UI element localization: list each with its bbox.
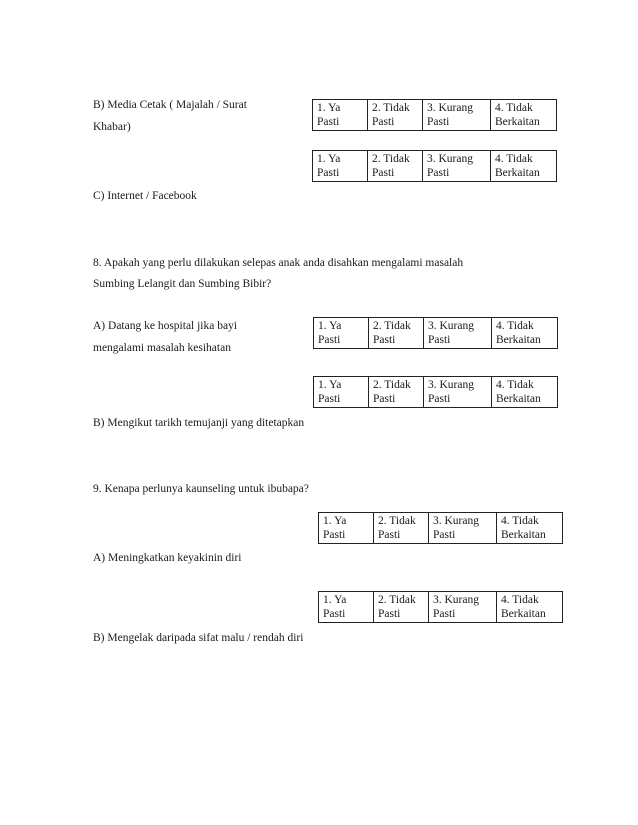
rating-option-tidak-berkaitan[interactable]: 4. Tidak Berkaitan — [491, 151, 557, 182]
q8-question-line1: 8. Apakah yang perlu dilakukan selepas anak anda disahkan mengalami masalah — [93, 257, 464, 269]
q9a-rating-scale — [318, 512, 563, 544]
rating-option-tidak-pasti[interactable]: 2. Tidak Pasti — [369, 377, 424, 408]
q9-option-b: B) Mengelak daripada sifat malu / rendah diri — [93, 632, 304, 644]
q7-option-b-line2: Khabar) — [93, 121, 131, 133]
q8-option-a-line2: mengalami masalah kesihatan — [93, 342, 231, 354]
rating-option-tidak-berkaitan[interactable]: 4. Tidak Berkaitan — [497, 592, 563, 623]
rating-option-ya-pasti[interactable]: 1. Ya Pasti — [319, 513, 374, 544]
q8b-rating-scale — [313, 376, 558, 408]
rating-option-tidak-pasti[interactable]: 2. Tidak Pasti — [374, 592, 429, 623]
rating-option-kurang-pasti[interactable]: 3. Kurang Pasti — [429, 513, 497, 544]
q7-option-b-line1: B) Media Cetak ( Majalah / Surat — [93, 99, 247, 111]
q9b-rating-scale — [318, 591, 563, 623]
rating-option-tidak-pasti[interactable]: 2. Tidak Pasti — [369, 318, 424, 349]
q8-option-a-line1: A) Datang ke hospital jika bayi — [93, 320, 238, 332]
rating-option-ya-pasti[interactable]: 1. Ya Pasti — [314, 377, 369, 408]
rating-option-kurang-pasti[interactable]: 3. Kurang Pasti — [423, 151, 491, 182]
q7b-rating-scale — [312, 99, 557, 131]
q9-option-a: A) Meningkatkan keyakinin diri — [93, 552, 242, 564]
q8a-rating-scale — [313, 317, 558, 349]
rating-option-ya-pasti[interactable]: 1. Ya Pasti — [313, 100, 368, 131]
q7-option-c: C) Internet / Facebook — [93, 190, 197, 202]
rating-option-tidak-pasti[interactable]: 2. Tidak Pasti — [368, 151, 423, 182]
rating-option-kurang-pasti[interactable]: 3. Kurang Pasti — [429, 592, 497, 623]
rating-option-ya-pasti[interactable]: 1. Ya Pasti — [314, 318, 369, 349]
q9-question: 9. Kenapa perlunya kaunseling untuk ibubapa? — [93, 483, 309, 495]
rating-option-kurang-pasti[interactable]: 3. Kurang Pasti — [423, 100, 491, 131]
q7c-rating-scale — [312, 150, 557, 182]
rating-option-tidak-berkaitan[interactable]: 4. Tidak Berkaitan — [492, 318, 558, 349]
rating-option-ya-pasti[interactable]: 1. Ya Pasti — [313, 151, 368, 182]
rating-option-tidak-berkaitan[interactable]: 4. Tidak Berkaitan — [492, 377, 558, 408]
rating-option-tidak-pasti[interactable]: 2. Tidak Pasti — [368, 100, 423, 131]
rating-option-ya-pasti[interactable]: 1. Ya Pasti — [319, 592, 374, 623]
rating-option-tidak-berkaitan[interactable]: 4. Tidak Berkaitan — [497, 513, 563, 544]
rating-option-kurang-pasti[interactable]: 3. Kurang Pasti — [424, 318, 492, 349]
rating-option-kurang-pasti[interactable]: 3. Kurang Pasti — [424, 377, 492, 408]
q8-option-b: B) Mengikut tarikh temujanji yang ditetapkan — [93, 417, 305, 429]
rating-option-tidak-pasti[interactable]: 2. Tidak Pasti — [374, 513, 429, 544]
q8-question-line2: Sumbing Lelangit dan Sumbing Bibir? — [93, 278, 272, 290]
rating-option-tidak-berkaitan[interactable]: 4. Tidak Berkaitan — [491, 100, 557, 131]
